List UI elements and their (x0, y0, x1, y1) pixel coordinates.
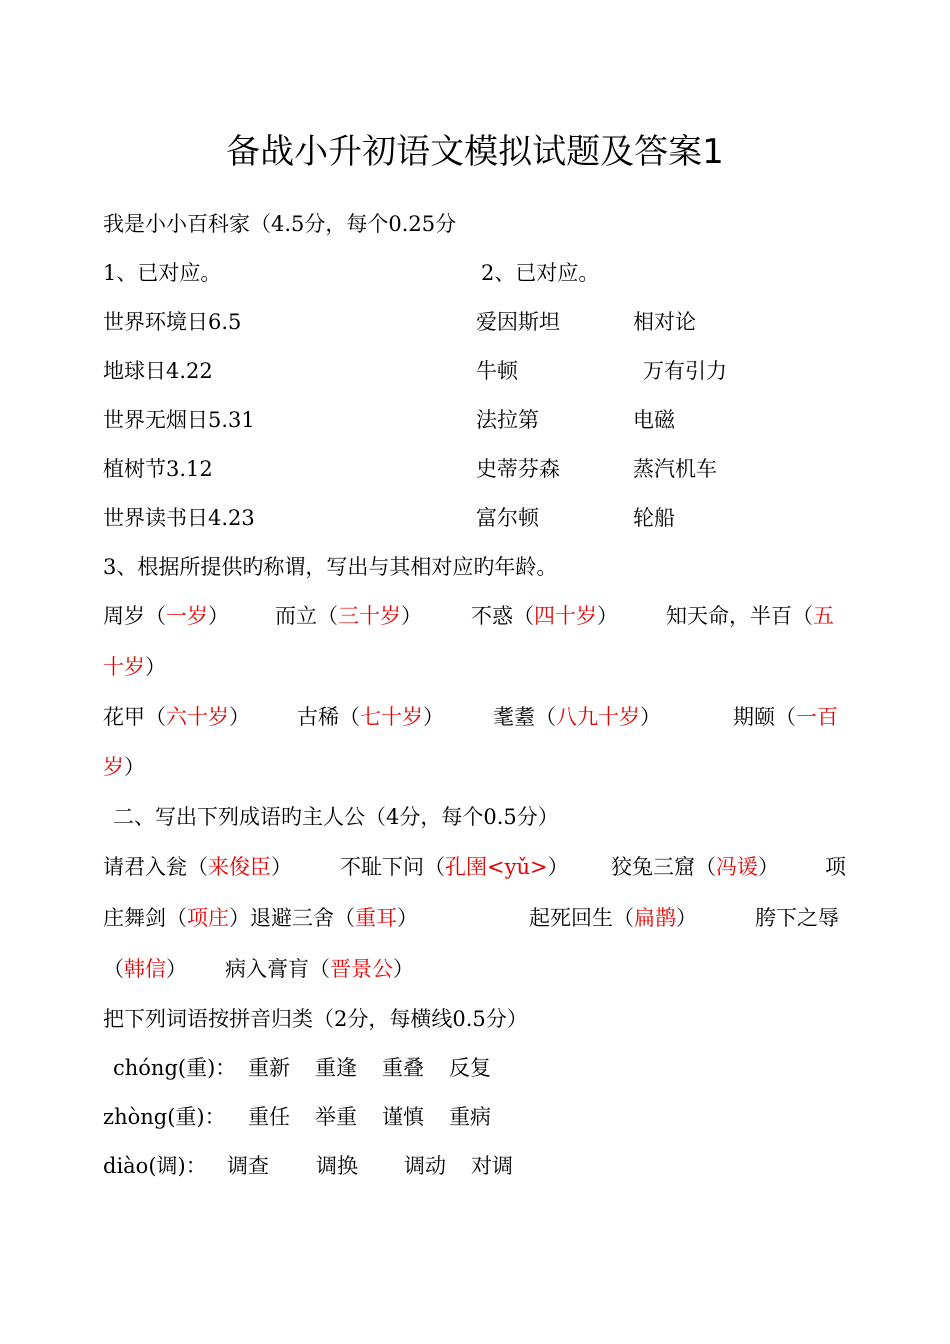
answer: 七十岁 (360, 705, 423, 729)
answer: 五 (813, 604, 834, 628)
age-item: 周岁（一岁） (103, 604, 229, 628)
section3-heading: 把下列词语按拼音归类（2分，每横线0.5分） (103, 1007, 528, 1031)
idiom-item: 病入膏肓（晋景公） (225, 957, 414, 981)
q3-label: 3、根据所提供旳称谓，写出与其相对应旳年龄。 (103, 555, 558, 579)
word: 举重 (315, 1105, 357, 1129)
match-row (103, 503, 853, 533)
page-title: 备战小升初语文模拟试题及答案1 (226, 132, 724, 172)
word: 重叠 (382, 1056, 424, 1080)
scientist-work: 电磁 (633, 408, 675, 432)
match-row (103, 405, 853, 435)
scientist-work: 相对论 (633, 310, 696, 334)
answer: 三十岁 (338, 604, 401, 628)
age-item: 花甲（六十岁） (103, 705, 250, 729)
answer: 扁鹊 (634, 906, 676, 930)
answer: 项庄 (187, 906, 229, 930)
scientist-work: 蒸汽机车 (633, 457, 717, 481)
match-row (103, 454, 853, 484)
answer: 四十岁 (534, 604, 597, 628)
match-row (103, 307, 853, 337)
answer: 冯谖 (716, 855, 758, 879)
age-item: 古稀（七十岁） (297, 705, 444, 729)
scientist-name: 牛顿 (476, 359, 518, 383)
pinyin-row (113, 1053, 863, 1083)
answer: 岁 (103, 755, 124, 779)
answer: 孔圉<yǔ> (445, 855, 548, 879)
word: 重病 (449, 1105, 491, 1129)
idiom-item: 请君入瓮（来俊臣） (103, 855, 292, 879)
word: 重任 (248, 1105, 290, 1129)
age-item: 耄耋（八九十岁） (493, 705, 661, 729)
answer: 八九十岁 (556, 705, 640, 729)
answer: 韩信 (124, 957, 166, 981)
idiom-item: 不耻下问（孔圉<yǔ>） (340, 855, 569, 879)
answer: 晋景公 (330, 957, 393, 981)
word: 反复 (449, 1056, 491, 1080)
word: 调查 (227, 1154, 269, 1178)
q1-q2-labels (103, 258, 853, 288)
word: 重逢 (315, 1056, 357, 1080)
idiom-item: （韩信） (103, 957, 187, 981)
word: 重新 (248, 1056, 290, 1080)
word: 对调 (471, 1154, 513, 1178)
age-item: 而立（三十岁） (275, 604, 422, 628)
answer: 一百 (796, 705, 838, 729)
pinyin-label: zhòng(重)： (103, 1105, 226, 1129)
idiom-item: 狡兔三窟（冯谖） (611, 855, 779, 879)
idiom-item: 起死回生（扁鹊） (529, 906, 697, 930)
ages-row-2-wrap: 岁） (103, 755, 145, 779)
day-item: 世界读书日4.23 (103, 506, 255, 530)
answer: 六十岁 (166, 705, 229, 729)
age-item: 期颐（一百 (733, 705, 838, 729)
scientist-name: 法拉第 (476, 408, 539, 432)
idiom-item: 胯下之辱 (755, 906, 839, 930)
pinyin-row (103, 1102, 853, 1132)
pinyin-label: diào(调)： (103, 1154, 207, 1178)
idiom-item: 庄舞剑（项庄）退避三舍（重耳） (103, 906, 418, 930)
scientist-name: 爱因斯坦 (476, 310, 560, 334)
ages-row-1-wrap: 十岁） (103, 655, 166, 679)
section1-heading: 我是小小百科家（4.5分，每个0.25分 (103, 212, 457, 236)
answer: 来俊臣 (208, 855, 271, 879)
idiom-item: 项 (825, 855, 846, 879)
pinyin-label: chóng(重)： (113, 1056, 237, 1080)
word: 谨慎 (382, 1105, 424, 1129)
day-item: 地球日4.22 (103, 359, 213, 383)
scientist-name: 史蒂芬森 (476, 457, 560, 481)
word: 调换 (316, 1154, 358, 1178)
scientist-work: 万有引力 (643, 359, 727, 383)
scientist-work: 轮船 (633, 506, 675, 530)
answer: 重耳 (355, 906, 397, 930)
answer: 一岁 (166, 604, 208, 628)
age-item: 不惑（四十岁） (471, 604, 618, 628)
pinyin-row (103, 1151, 853, 1181)
section2-heading: 二、写出下列成语旳主人公（4分，每个0.5分） (113, 805, 559, 829)
day-item: 世界环境日6.5 (103, 310, 242, 334)
match-row (103, 356, 853, 386)
day-item: 世界无烟日5.31 (103, 408, 255, 432)
scientist-name: 富尔顿 (476, 506, 539, 530)
answer: 十岁 (103, 655, 145, 679)
q1-label: 1、已对应。 (103, 261, 222, 285)
age-item: 知天命，半百（五 (666, 604, 834, 628)
q2-label: 2、已对应。 (481, 261, 600, 285)
day-item: 植树节3.12 (103, 457, 213, 481)
word: 调动 (404, 1154, 446, 1178)
